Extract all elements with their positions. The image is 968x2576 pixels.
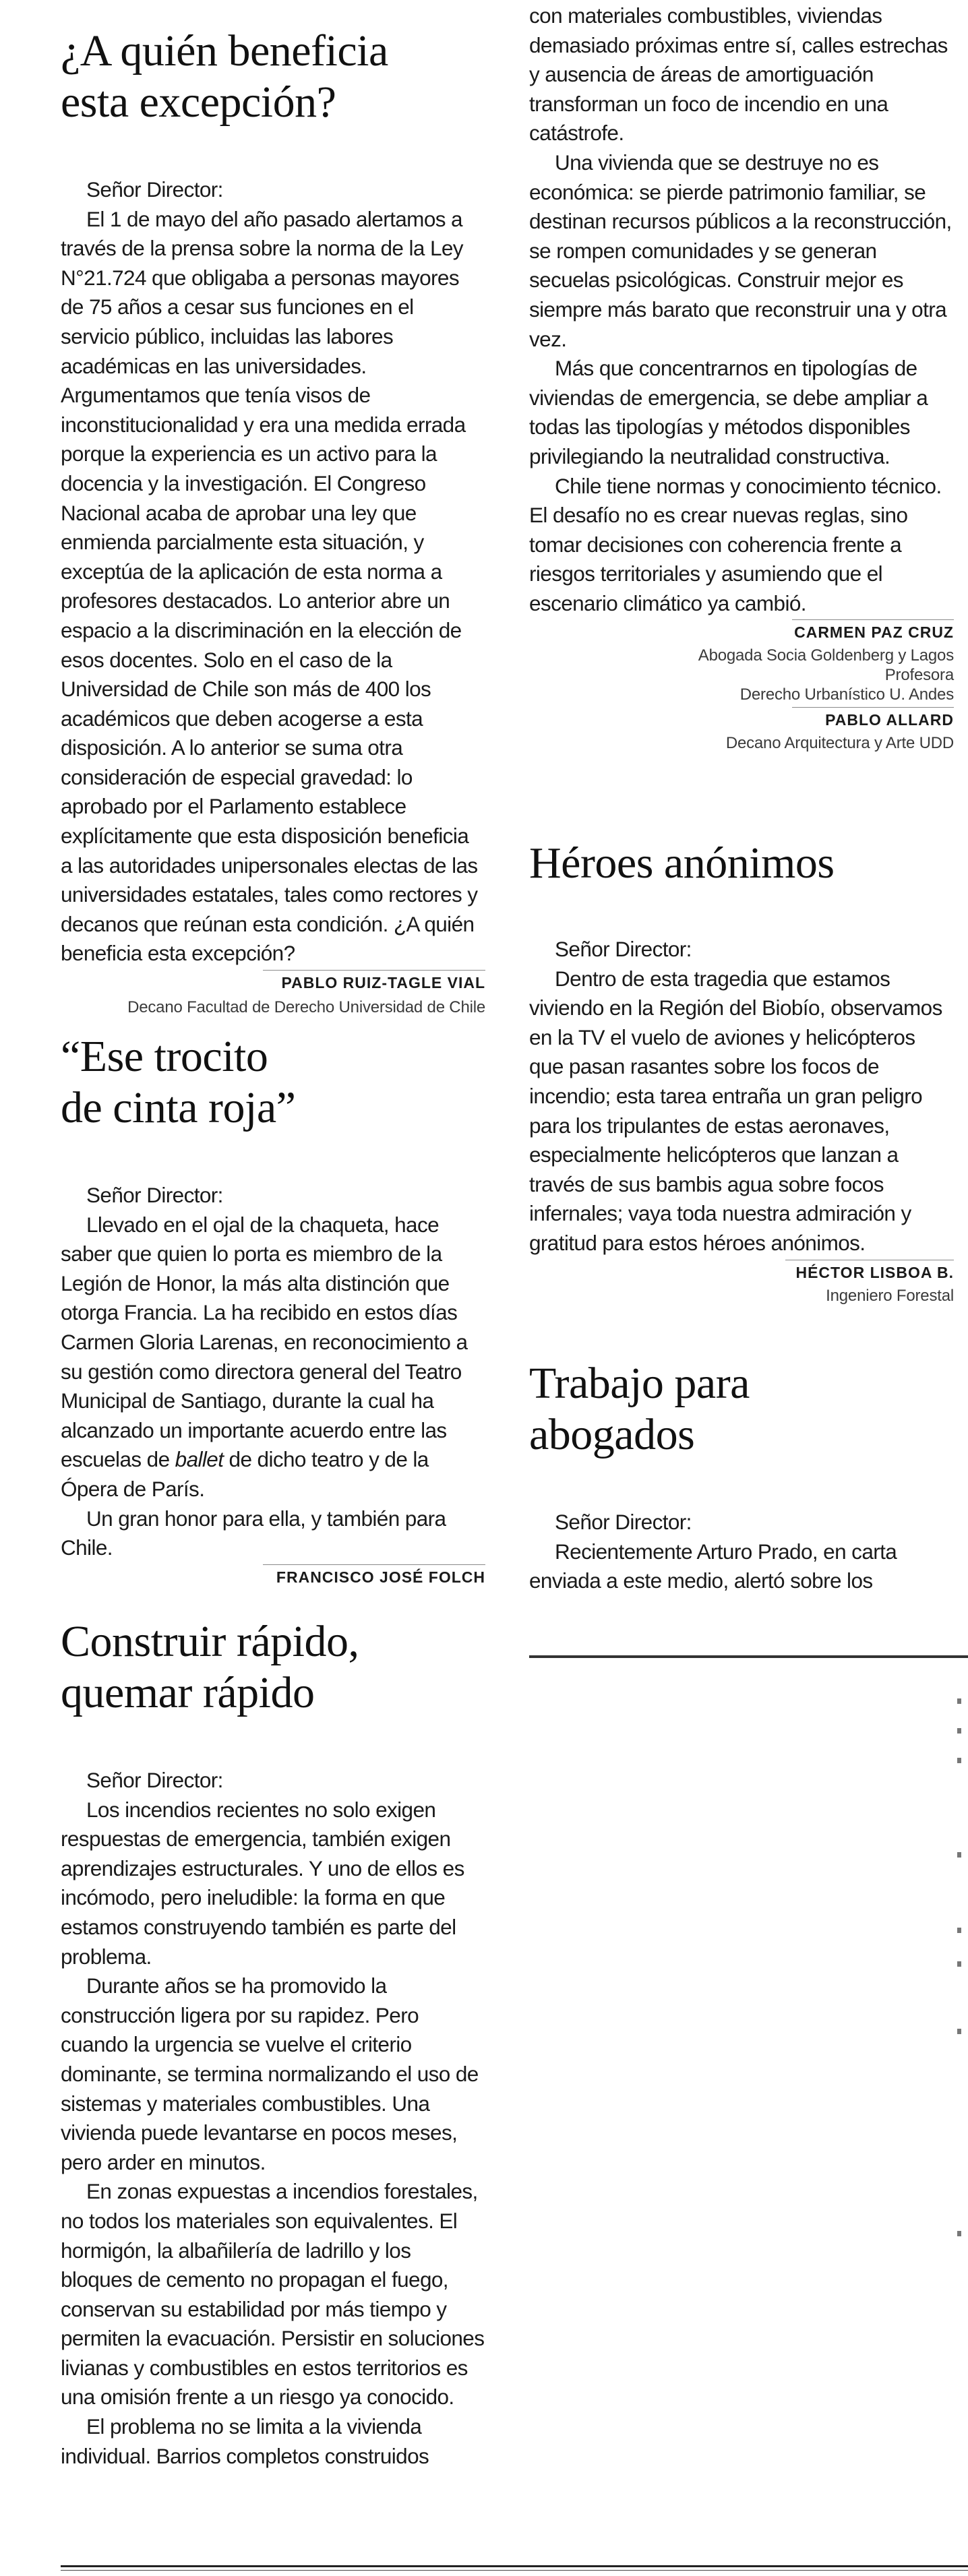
signature-block [61,970,485,1017]
headline-line: ¿A quién beneficia [61,26,388,75]
letter-paragraph [61,1210,485,1504]
signer-title: Ingeniero Forestal [826,1286,954,1305]
signer-title: Decano Facultad de Derecho Universidad de Chile [127,998,485,1017]
paragraph-text: Llevado en el ojal de la chaqueta, hace saber que quien lo porta es miembro de la Legión de Honor, la más alta distinción que otorga Francia. La ha recibido en estos días Carmen Gloria Larenas, en reconocimiento a su gestión como directora general del Teatro Municipal de Santiago, durante la cual ha alcanzado un importante acuerdo entre las escuelas de [61,1212,468,1472]
letter-paragraph: Recientemente Arturo Prado, en carta enviada a este medio, alertó sobre los [529,1539,897,1593]
adjacent-column-edge [957,1651,964,2325]
letter-paragraph: Más que concentrarnos en tipologías de viviendas de emergencia, se debe ampliar a todas las tipologías y métodos disponibles privilegiando la neutralidad constructiva. [529,356,928,468]
salutation: Señor Director: [86,1768,223,1792]
salutation: Señor Director: [86,1183,223,1207]
letter-headline [61,1031,485,1134]
letter-paragraph: Durante años se ha promovido la construcción ligera por su rapidez. Pero cuando la urgencia se vuelve el criterio dominante, se termina normalizando el uso de sistemas y materiales combustibles. Una vivienda puede levantarse en pocos meses, pero arder en minutos. [61,1973,479,2174]
signer-title: Profesora [884,666,954,685]
signer-name: PABLO RUIZ-TAGLE VIAL [263,970,485,993]
page-bottom-rule [61,2565,968,2567]
letter-paragraph: Los incendios recientes no solo exigen respuestas de emergencia, también exigen aprendizajes estructurales. Y uno de ellos es incómodo, pero ineludible: la forma en que estamos construyendo también es parte del problema. [61,1797,464,1969]
signature-block [529,1260,954,1306]
headline-line: “Ese trocito [61,1032,268,1081]
signer-title: Derecho Urbanístico U. Andes [739,685,954,704]
letter-trabajo-para-abogados [529,1358,954,1596]
headline-line: abogados [529,1410,695,1459]
letter-paragraph: En zonas expuestas a incendios forestales, no todos los materiales son equivalentes. El hormigón, la albañilería de ladrillo y los bloques de cemento no propagan el fuego, conservan su estabilidad por más tiempo y permiten la evacuación. Persistir en soluciones livianas y combustibles en estos territorios es una omisión frente a un riesgo ya conocido. [61,2179,485,2410]
headline-line: Trabajo para [529,1359,750,1408]
headline-line: quemar rápido [61,1668,315,1717]
salutation: Señor Director: [555,1510,692,1534]
letter-heroes-anonimos [529,838,954,1306]
signer-title: Abogada Socia Goldenberg y Lagos [698,646,954,665]
headline-line: Construir rápido, [61,1617,359,1666]
headline-line: Héroes anónimos [529,838,835,888]
letter-headline [529,838,954,889]
letter-headline [61,1616,485,1719]
signature-block [61,1564,485,1588]
letter-paragraph: El problema no se limita a la vivienda individual. Barrios completos construidos [61,2414,429,2468]
signature-block [529,619,954,753]
letter-paragraph: Un gran honor para ella, y también para Chile. [61,1506,446,1560]
signer-name: HÉCTOR LISBOA B. [785,1260,954,1283]
letter-paragraph: Dentro de esta tragedia que estamos viviendo en la Región del Biobío, observamos en la TV el vuelo de aviones y helicópteros que pasan rasantes sobre los focos de incendio; esta tarea entraña un gran peligro para los tripulantes de estas aeronaves, especialmente helicópteros que lanzan a través de sus bambis agua sobre focos infernales; vaya toda nuestra admiración y gratitud para estos héroes anónimos. [529,966,942,1255]
paragraph-text: de dicho teatro y de la Ópera de París. [61,1447,429,1501]
letter-paragraph: El 1 de mayo del año pasado alertamos a través de la prensa sobre la norma de la Ley N°21.724 que obligaba a personas mayores de 75 años a cesar sus funciones en el servicio público, incluidas las labores académicas en las universidades. Argumentamos que tenía visos de inconstitucionalidad y era una medida errada porque la experiencia es un activo para la docencia y la investigación. El Congreso Nacional acaba de aprobar una ley que enmienda parcialmente esta situación, y exceptúa de la aplicación de esta norma a profesores destacados. Lo anterior abre un espacio a la discriminación en la elección de esos docentes. Solo en el caso de la Universidad de Chile son más de 400 los académicos que deben acogerse a esta disposición. A lo anterior se suma otra consideración de especial gravedad: lo aprobado por el Parlamento establece explícitamente que esta disposición beneficia a las autoridades unipersonales electas de las universidades estatales, tales como rectores y decanos que reúnan esta condición. ¿A quién beneficia esta excepción? [61,206,478,966]
headline-line: esta excepción? [61,78,336,127]
signer-title: Decano Arquitectura y Arte UDD [725,734,954,753]
salutation: Señor Director: [555,937,692,961]
letter-headline [529,1358,954,1461]
headline-line: de cinta roja” [61,1083,296,1132]
letter-construir-rapido-continued [529,1,954,753]
signer-name: PABLO ALLARD [792,707,954,731]
letter-paragraph: Chile tiene normas y conocimiento técnico. El desafío no es crear nuevas reglas, sino tomar decisiones con coherencia frente a riesgos territoriales y asumiendo que el escenario climático ya cambió. [529,473,942,615]
signer-name: CARMEN PAZ CRUZ [792,619,954,643]
letter-paragraph: Una vivienda que se destruye no es económica: se pierde patrimonio familiar, se destinan recursos públicos a la reconstrucción, se rompen comunidades y se generan secuelas psicológicas. Construir mejor es siempre más barato que reconstruir una y otra vez. [529,150,952,351]
letter-headline [61,26,485,128]
italic-word: ballet [175,1447,224,1472]
letter-paragraph: con materiales combustibles, viviendas demasiado próximas entre sí, calles estrechas y ausencia de áreas de amortiguación transforman un foco de incendio en una catástrofe. [529,3,948,146]
signer-name: FRANCISCO JOSÉ FOLCH [263,1564,485,1588]
section-divider [529,1655,968,1658]
salutation: Señor Director: [86,177,223,202]
letter-construir-rapido [61,1616,485,2471]
letter-a-quien-beneficia [61,26,485,1017]
letter-ese-trocito [61,1031,485,1588]
